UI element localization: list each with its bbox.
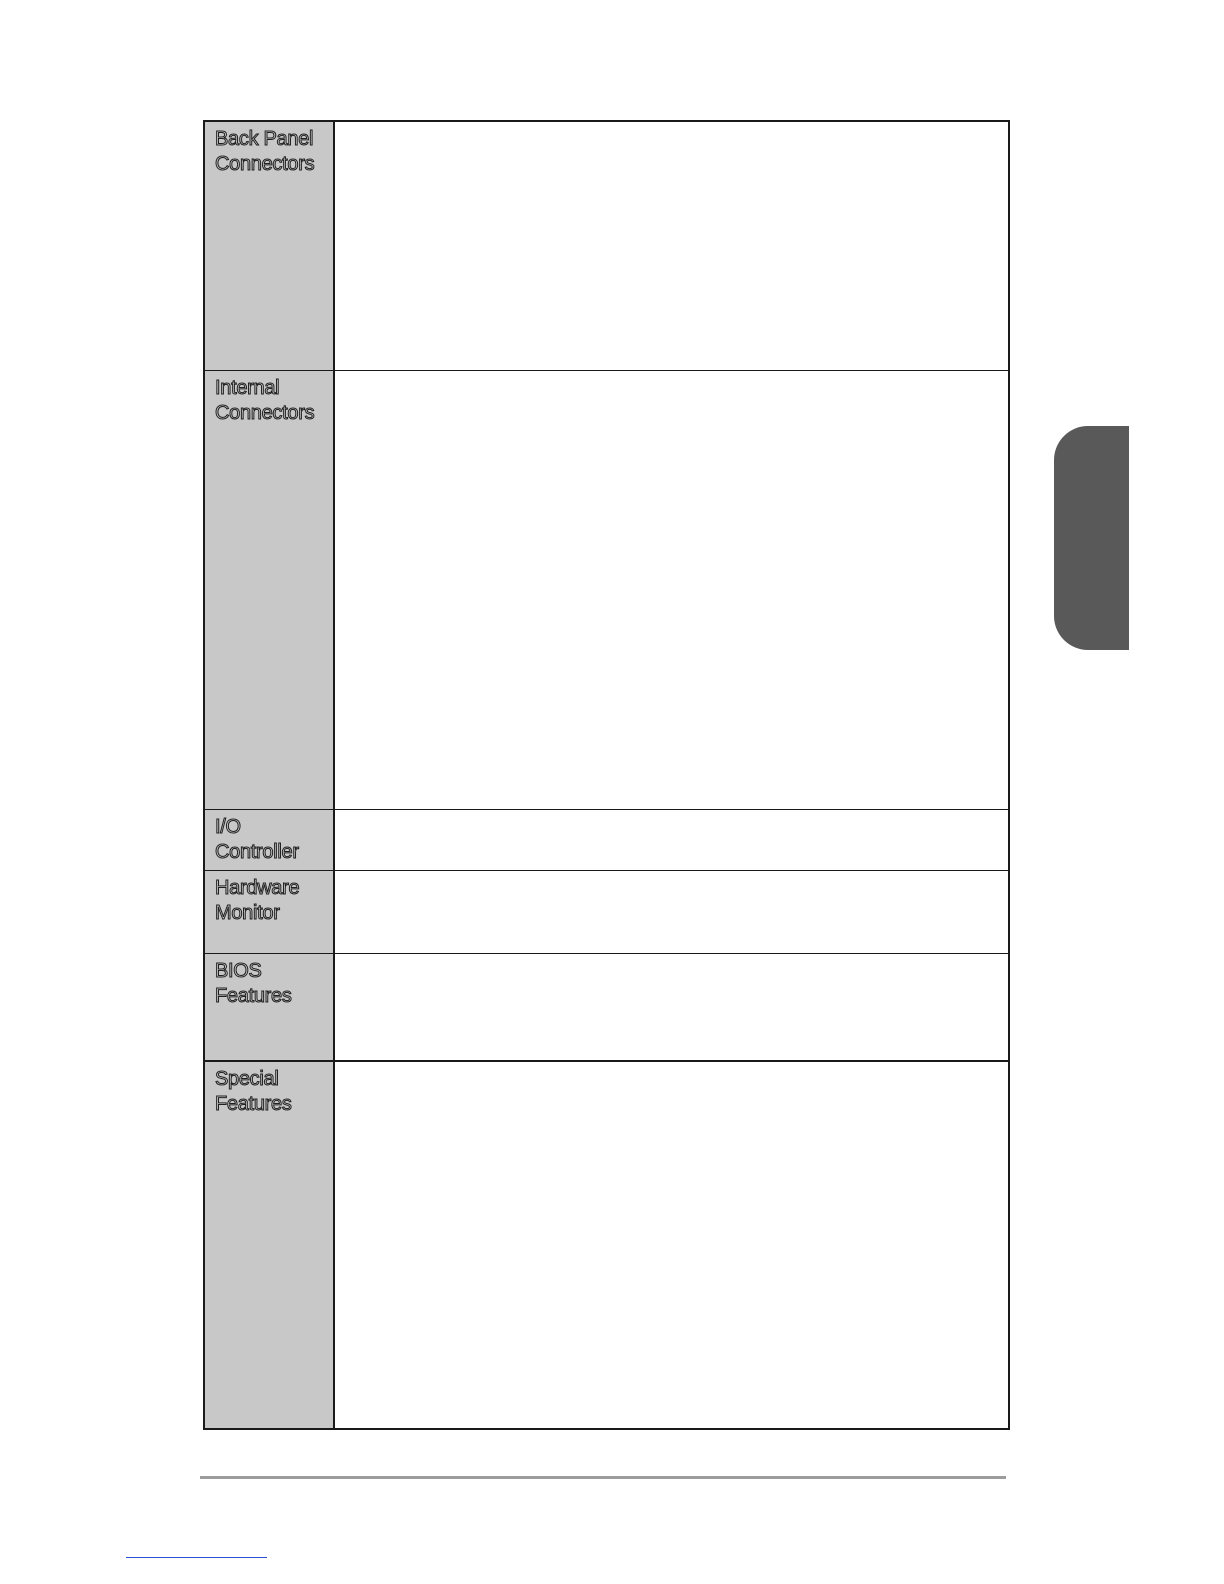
spec-row-back-panel-connectors bbox=[205, 122, 1008, 371]
spec-row-io-controller bbox=[205, 810, 1008, 871]
spec-value-cell bbox=[335, 122, 1008, 370]
spec-value-cell bbox=[335, 1062, 1008, 1428]
specification-table bbox=[203, 120, 1010, 1430]
spec-label bbox=[205, 810, 335, 870]
spec-value-cell bbox=[335, 371, 1008, 809]
spec-row-special-features bbox=[205, 1062, 1008, 1428]
spec-row-hardware-monitor bbox=[205, 871, 1008, 954]
spec-label-line: Monitor bbox=[215, 902, 280, 924]
link-underline[interactable] bbox=[126, 1557, 267, 1558]
spec-label-line: Features bbox=[215, 985, 292, 1007]
spec-label bbox=[205, 954, 335, 1060]
spec-label-line: Connectors bbox=[215, 402, 315, 424]
chapter-side-tab bbox=[1054, 426, 1129, 650]
spec-value-cell bbox=[335, 954, 1008, 1060]
spec-label-line: Special bbox=[215, 1068, 279, 1090]
spec-label-line: I/O bbox=[215, 816, 241, 838]
spec-label-line: Internal bbox=[215, 377, 280, 399]
spec-row-bios-features bbox=[205, 954, 1008, 1062]
spec-value-cell bbox=[335, 810, 1008, 870]
spec-label bbox=[205, 871, 335, 953]
spec-label-line: Hardware bbox=[215, 877, 300, 899]
spec-label-line: Controller bbox=[215, 841, 299, 863]
spec-row-internal-connectors bbox=[205, 371, 1008, 810]
spec-label-line: Features bbox=[215, 1093, 292, 1115]
spec-label bbox=[205, 122, 335, 370]
spec-value-cell bbox=[335, 871, 1008, 953]
spec-label-line: Back Panel bbox=[215, 128, 314, 150]
spec-label-line: BIOS bbox=[215, 960, 262, 982]
spec-label bbox=[205, 371, 335, 809]
spec-label-line: Connectors bbox=[215, 153, 315, 175]
spec-label bbox=[205, 1062, 335, 1428]
footer-divider bbox=[200, 1476, 1006, 1479]
